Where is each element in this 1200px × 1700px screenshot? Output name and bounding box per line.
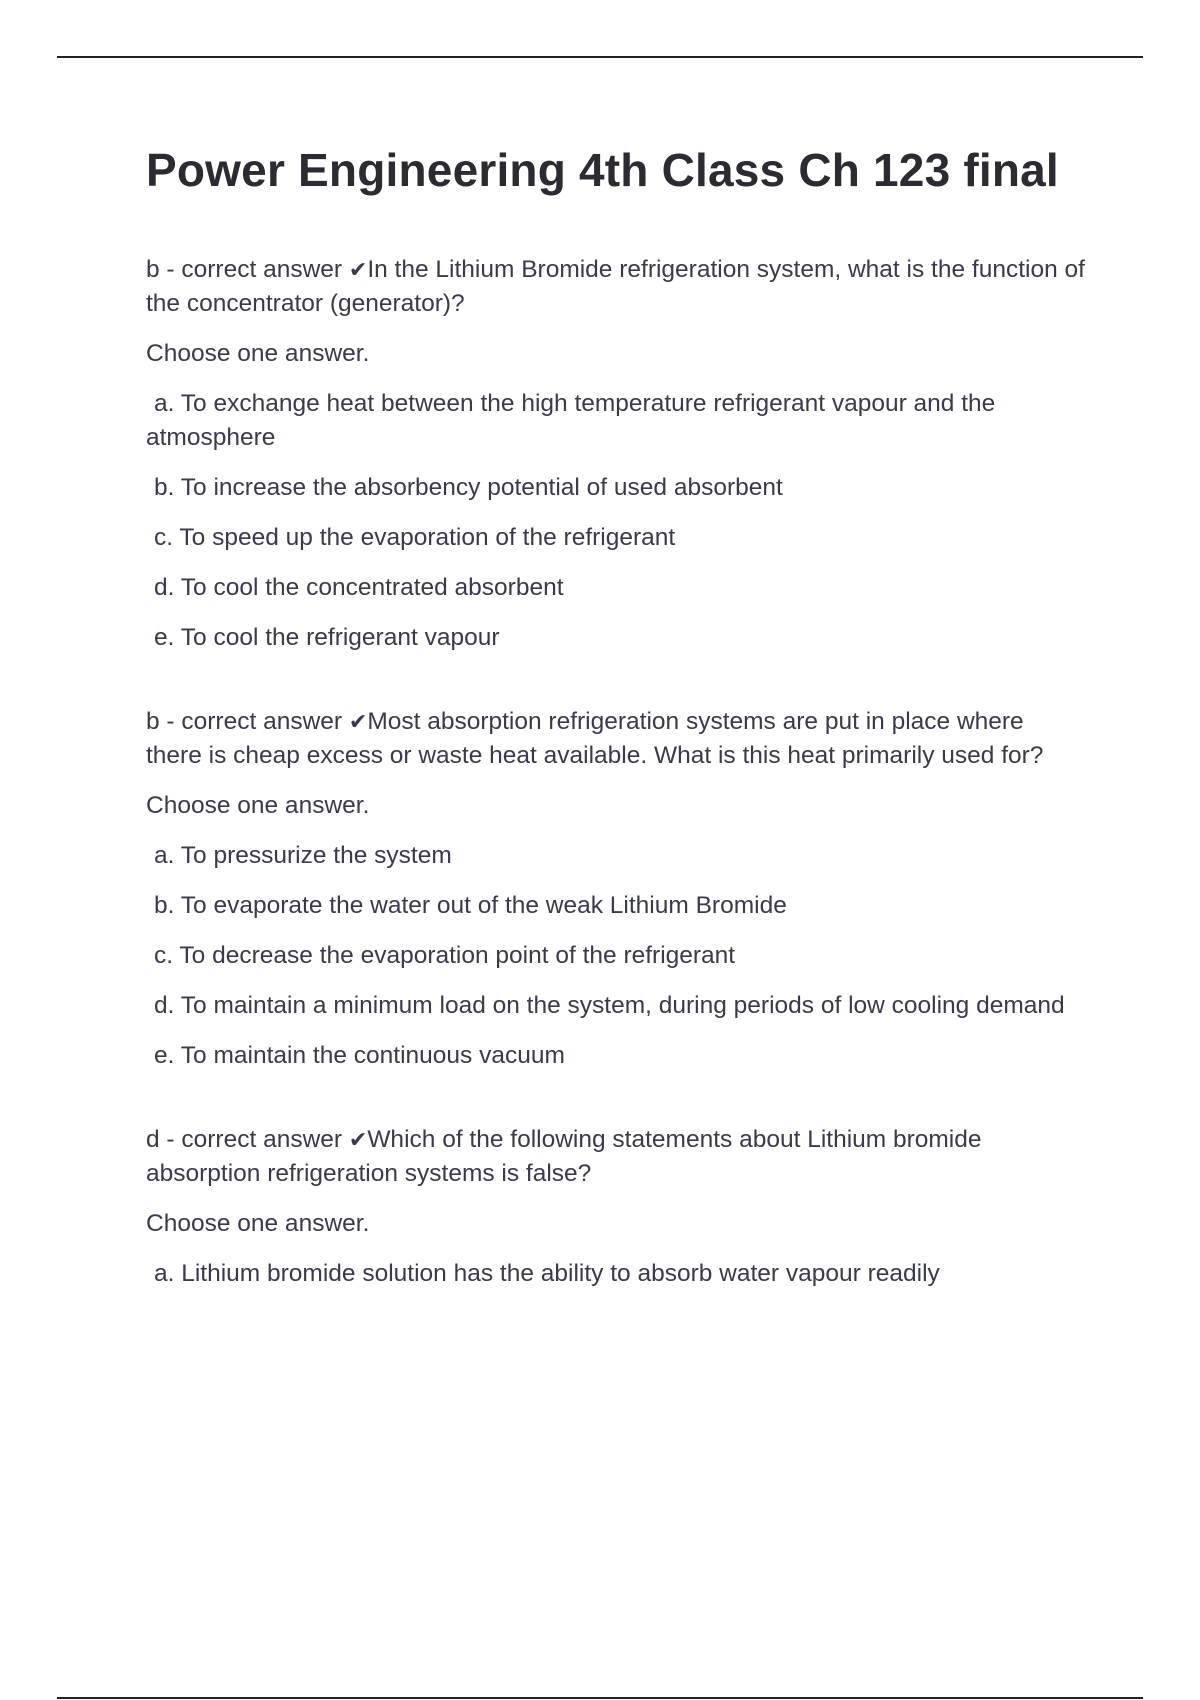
checkmark-icon: ✔ xyxy=(348,709,368,734)
answer-option: a. To pressurize the system xyxy=(154,842,452,869)
choose-instruction: Choose one answer. xyxy=(146,792,370,819)
choose-instruction: Choose one answer. xyxy=(146,340,370,367)
question-block xyxy=(146,253,1086,655)
question-body: In the Lithium Bromide refrigeration system, what is the function of the concentrator (generator)? xyxy=(146,256,1085,317)
answer-option: a. Lithium bromide solution has the ability to absorb water vapour readily xyxy=(154,1260,940,1287)
answer-label: b - correct answer xyxy=(146,708,343,735)
answer-option: e. To maintain the continuous vacuum xyxy=(154,1042,565,1069)
checkmark-icon: ✔ xyxy=(348,1127,368,1152)
answer-option: a. To exchange heat between the high temperature refrigerant vapour and the atmosphere xyxy=(146,390,996,451)
answer-option: e. To cool the refrigerant vapour xyxy=(154,624,500,651)
answer-option: b. To increase the absorbency potential of used absorbent xyxy=(154,474,783,501)
answer-option: d. To maintain a minimum load on the system, during periods of low cooling demand xyxy=(154,992,1065,1019)
answer-option: d. To cool the concentrated absorbent xyxy=(154,574,564,601)
answer-label: b - correct answer xyxy=(146,256,343,283)
question-text xyxy=(146,705,1086,773)
question-block xyxy=(146,705,1086,1073)
question-text xyxy=(146,1123,1086,1191)
answer-option: b. To evaporate the water out of the weak Lithium Bromide xyxy=(154,892,787,919)
question-text xyxy=(146,253,1086,321)
question-body: Most absorption refrigeration systems are put in place where there is cheap excess or waste heat available. What is this heat primarily used for? xyxy=(146,708,1044,769)
answer-option: c. To speed up the evaporation of the refrigerant xyxy=(154,524,676,551)
answer-label: d - correct answer xyxy=(146,1126,343,1153)
checkmark-icon: ✔ xyxy=(348,257,368,282)
page-title: Power Engineering 4th Class Ch 123 final xyxy=(146,144,1059,196)
top-rule xyxy=(57,56,1143,58)
question-block xyxy=(146,1123,1086,1291)
answer-option: c. To decrease the evaporation point of the refrigerant xyxy=(154,942,736,969)
question-body: Which of the following statements about Lithium bromide absorption refrigeration systems is false? xyxy=(146,1126,982,1187)
document-content xyxy=(146,142,1086,1307)
choose-instruction: Choose one answer. xyxy=(146,1210,370,1237)
bottom-rule xyxy=(57,1697,1143,1699)
